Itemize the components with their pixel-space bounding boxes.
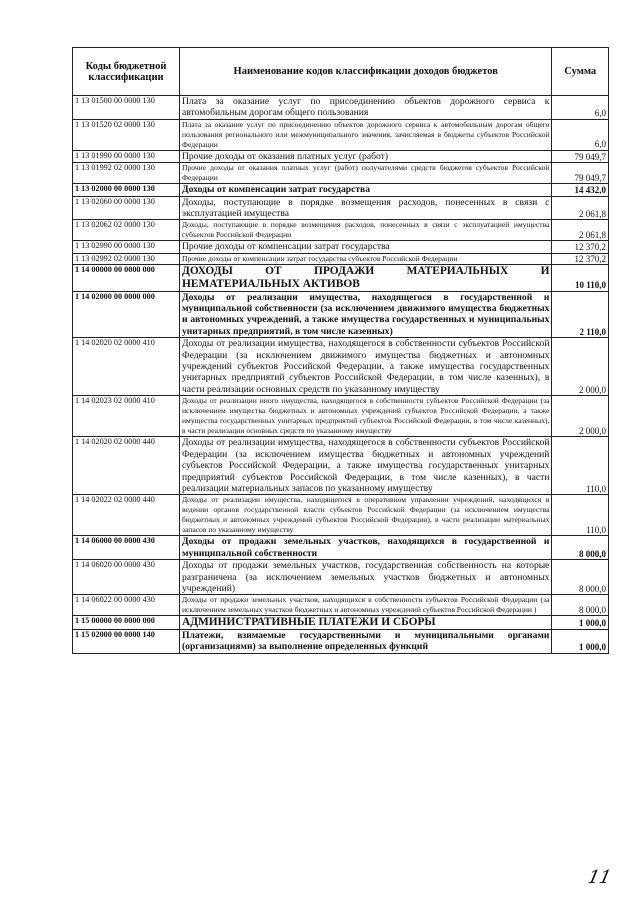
row-code: 1 14 06022 00 0000 430 bbox=[73, 595, 180, 616]
row-code: 1 13 02992 02 0000 130 bbox=[73, 253, 180, 265]
table-row bbox=[73, 265, 609, 291]
table-row bbox=[73, 291, 609, 338]
row-code: 1 14 00000 00 0000 000 bbox=[73, 265, 180, 291]
table-row bbox=[73, 184, 609, 196]
row-code: 1 14 02020 02 0000 410 bbox=[73, 338, 180, 396]
row-code: 1 13 02990 00 0000 130 bbox=[73, 241, 180, 253]
row-code: 1 14 06020 00 0000 430 bbox=[73, 560, 180, 595]
row-name: Доходы от компенсации затрат государства bbox=[179, 184, 551, 196]
table-row bbox=[73, 495, 609, 536]
row-sum: 2 061,8 bbox=[552, 196, 609, 220]
table-row bbox=[73, 253, 609, 265]
row-code: 1 14 06000 00 0000 430 bbox=[73, 536, 180, 560]
table-row bbox=[73, 196, 609, 220]
row-sum: 8 000,0 bbox=[552, 536, 609, 560]
table-row bbox=[73, 119, 609, 150]
row-sum: 1 000,0 bbox=[552, 616, 609, 630]
row-name: Платежи, взимаемые государственными и муниципальными органами (организациями) за выполнение определенных функций bbox=[179, 629, 551, 653]
row-sum: 110,0 bbox=[552, 437, 609, 495]
table-row bbox=[73, 560, 609, 595]
row-code: 1 13 01990 00 0000 130 bbox=[73, 150, 180, 162]
table-row bbox=[73, 241, 609, 253]
table-row bbox=[73, 396, 609, 437]
row-name: Доходы от реализации имущества, находящегося в оперативном управлении учреждений, находящихся в ведении органов государственной власти субъектов Российской Федерации (за исключением имущества бюджетных и автономных учреждений субъектов Российской Федерации), в части реализации материальных запасов по указанному имуществу bbox=[179, 495, 551, 536]
row-code: 1 13 02062 02 0000 130 bbox=[73, 220, 180, 241]
table-row bbox=[73, 595, 609, 616]
table-row bbox=[73, 338, 609, 396]
row-code: 1 13 01500 00 0000 130 bbox=[73, 96, 180, 120]
row-code: 1 14 02020 02 0000 440 bbox=[73, 437, 180, 495]
row-sum: 6,0 bbox=[552, 119, 609, 150]
row-code: 1 14 02000 00 0000 000 bbox=[73, 291, 180, 338]
row-code: 1 14 02022 02 0000 440 bbox=[73, 495, 180, 536]
row-sum: 1 000,0 bbox=[552, 629, 609, 653]
row-name: Прочие доходы от оказания платных услуг (работ) bbox=[179, 150, 551, 162]
row-code: 1 13 01992 02 0000 130 bbox=[73, 163, 180, 184]
row-code: 1 14 02023 02 0000 410 bbox=[73, 396, 180, 437]
row-sum: 2 110,0 bbox=[552, 291, 609, 338]
row-sum: 12 370,2 bbox=[552, 241, 609, 253]
row-name: Прочие доходы от оказания платных услуг (работ) получателями средств бюджетов субъектов Российской Федерации bbox=[179, 163, 551, 184]
row-sum: 110,0 bbox=[552, 495, 609, 536]
row-sum: 2 000,0 bbox=[552, 396, 609, 437]
row-sum: 79 049,7 bbox=[552, 163, 609, 184]
row-sum: 10 110,0 bbox=[552, 265, 609, 291]
row-name: ДОХОДЫ ОТ ПРОДАЖИ МАТЕРИАЛЬНЫХ И НЕМАТЕРИАЛЬНЫХ АКТИВОВ bbox=[179, 265, 551, 291]
row-sum: 14 432,0 bbox=[552, 184, 609, 196]
row-name: Доходы от реализации имущества, находящегося в собственности субъектов Российской Федерации (за исключением имущества бюджетных и автономных учреждений субъектов Российской Федерации, а также имущества государственных унитарных предприятий субъектов Российской Федерации, в том числе казенных), в части реализации материальных запасов по указанному имуществу bbox=[179, 437, 551, 495]
row-name: АДМИНИСТРАТИВНЫЕ ПЛАТЕЖИ И СБОРЫ bbox=[179, 616, 551, 630]
row-name: Доходы от продажи земельных участков, государственная собственность на которые разграничена (за исключением земельных участков бюджетных и автономных учреждений) bbox=[179, 560, 551, 595]
row-sum: 8 000,0 bbox=[552, 595, 609, 616]
row-name: Прочие доходы от компенсации затрат государства субъектов Российской Федерации bbox=[179, 253, 551, 265]
row-name: Прочие доходы от компенсации затрат государства bbox=[179, 241, 551, 253]
table-row bbox=[73, 220, 609, 241]
table-row bbox=[73, 163, 609, 184]
row-name: Доходы, поступающие в порядке возмещения расходов, понесенных в связи с эксплуатацией имущества субъектов Российской Федерации bbox=[179, 220, 551, 241]
row-name: Доходы от реализации иного имущества, находящегося в собственности субъектов Российской Федерации (за исключением имущества бюджетных и автономных учреждений субъектов Российской Федерации, а также имущества государственных унитарных предприятий субъектов Российской Федерации, в том числе казенных), в части реализации основных средств по указанному имуществу bbox=[179, 396, 551, 437]
page-number: 11 bbox=[585, 867, 614, 888]
row-code: 1 15 00000 00 0000 000 bbox=[73, 616, 180, 630]
table-row bbox=[73, 536, 609, 560]
table-row bbox=[73, 437, 609, 495]
row-name: Доходы от реализации имущества, находящегося в собственности субъектов Российской Федерации (за исключением движимого имущества бюджетных и автономных учреждений субъектов Российской Федерации, а также имущества государственных унитарных предприятий субъектов Российской Федерации, в том числе казенных), в части реализации основных средств по указанному имуществу bbox=[179, 338, 551, 396]
row-sum: 12 370,2 bbox=[552, 253, 609, 265]
table-row bbox=[73, 150, 609, 162]
row-code: 1 15 02000 00 0000 140 bbox=[73, 629, 180, 653]
row-name: Плата за оказание услуг по присоединению объектов дорожного сервиса к автомобильным дорогам общего пользования регионального или межмуниципального значения, зачисляемая в бюджеты субъектов Российской Федерации bbox=[179, 119, 551, 150]
revenue-classification-table bbox=[72, 47, 609, 654]
table-header-row bbox=[73, 48, 609, 96]
row-name: Доходы от продажи земельных участков, находящихся в государственной и муниципальной собственности bbox=[179, 536, 551, 560]
row-sum: 6,0 bbox=[552, 96, 609, 120]
row-name: Доходы от реализации имущества, находящегося в государственной и муниципальной собственности (за исключением движимого имущества бюджетных и автономных учреждений, а также имущества государственных и муниципальных унитарных предприятий, в том числе казенных) bbox=[179, 291, 551, 338]
row-code: 1 13 02060 00 0000 130 bbox=[73, 196, 180, 220]
header-codes: Коды бюджетной классификации bbox=[73, 48, 180, 96]
table-row bbox=[73, 629, 609, 653]
row-sum: 2 061,8 bbox=[552, 220, 609, 241]
row-sum: 2 000,0 bbox=[552, 338, 609, 396]
row-name: Плата за оказание услуг по присоединению объектов дорожного сервиса к автомобильным дорогам общего пользования bbox=[179, 96, 551, 120]
row-code: 1 13 01520 02 0000 130 bbox=[73, 119, 180, 150]
row-name: Доходы, поступающие в порядке возмещения расходов, понесенных в связи с эксплуатацией имущества bbox=[179, 196, 551, 220]
table-row bbox=[73, 616, 609, 630]
header-sum: Сумма bbox=[552, 48, 609, 96]
row-code: 1 13 02000 00 0000 130 bbox=[73, 184, 180, 196]
row-sum: 79 049,7 bbox=[552, 150, 609, 162]
header-names: Наименование кодов классификации доходов бюджетов bbox=[179, 48, 551, 96]
table-row bbox=[73, 96, 609, 120]
row-name: Доходы от продажи земельных участков, находящихся в собственности субъектов Российской Федерации (за исключением земельных участков бюджетных и автономных учреждений субъектов Российской Федерации ) bbox=[179, 595, 551, 616]
row-sum: 8 000,0 bbox=[552, 560, 609, 595]
